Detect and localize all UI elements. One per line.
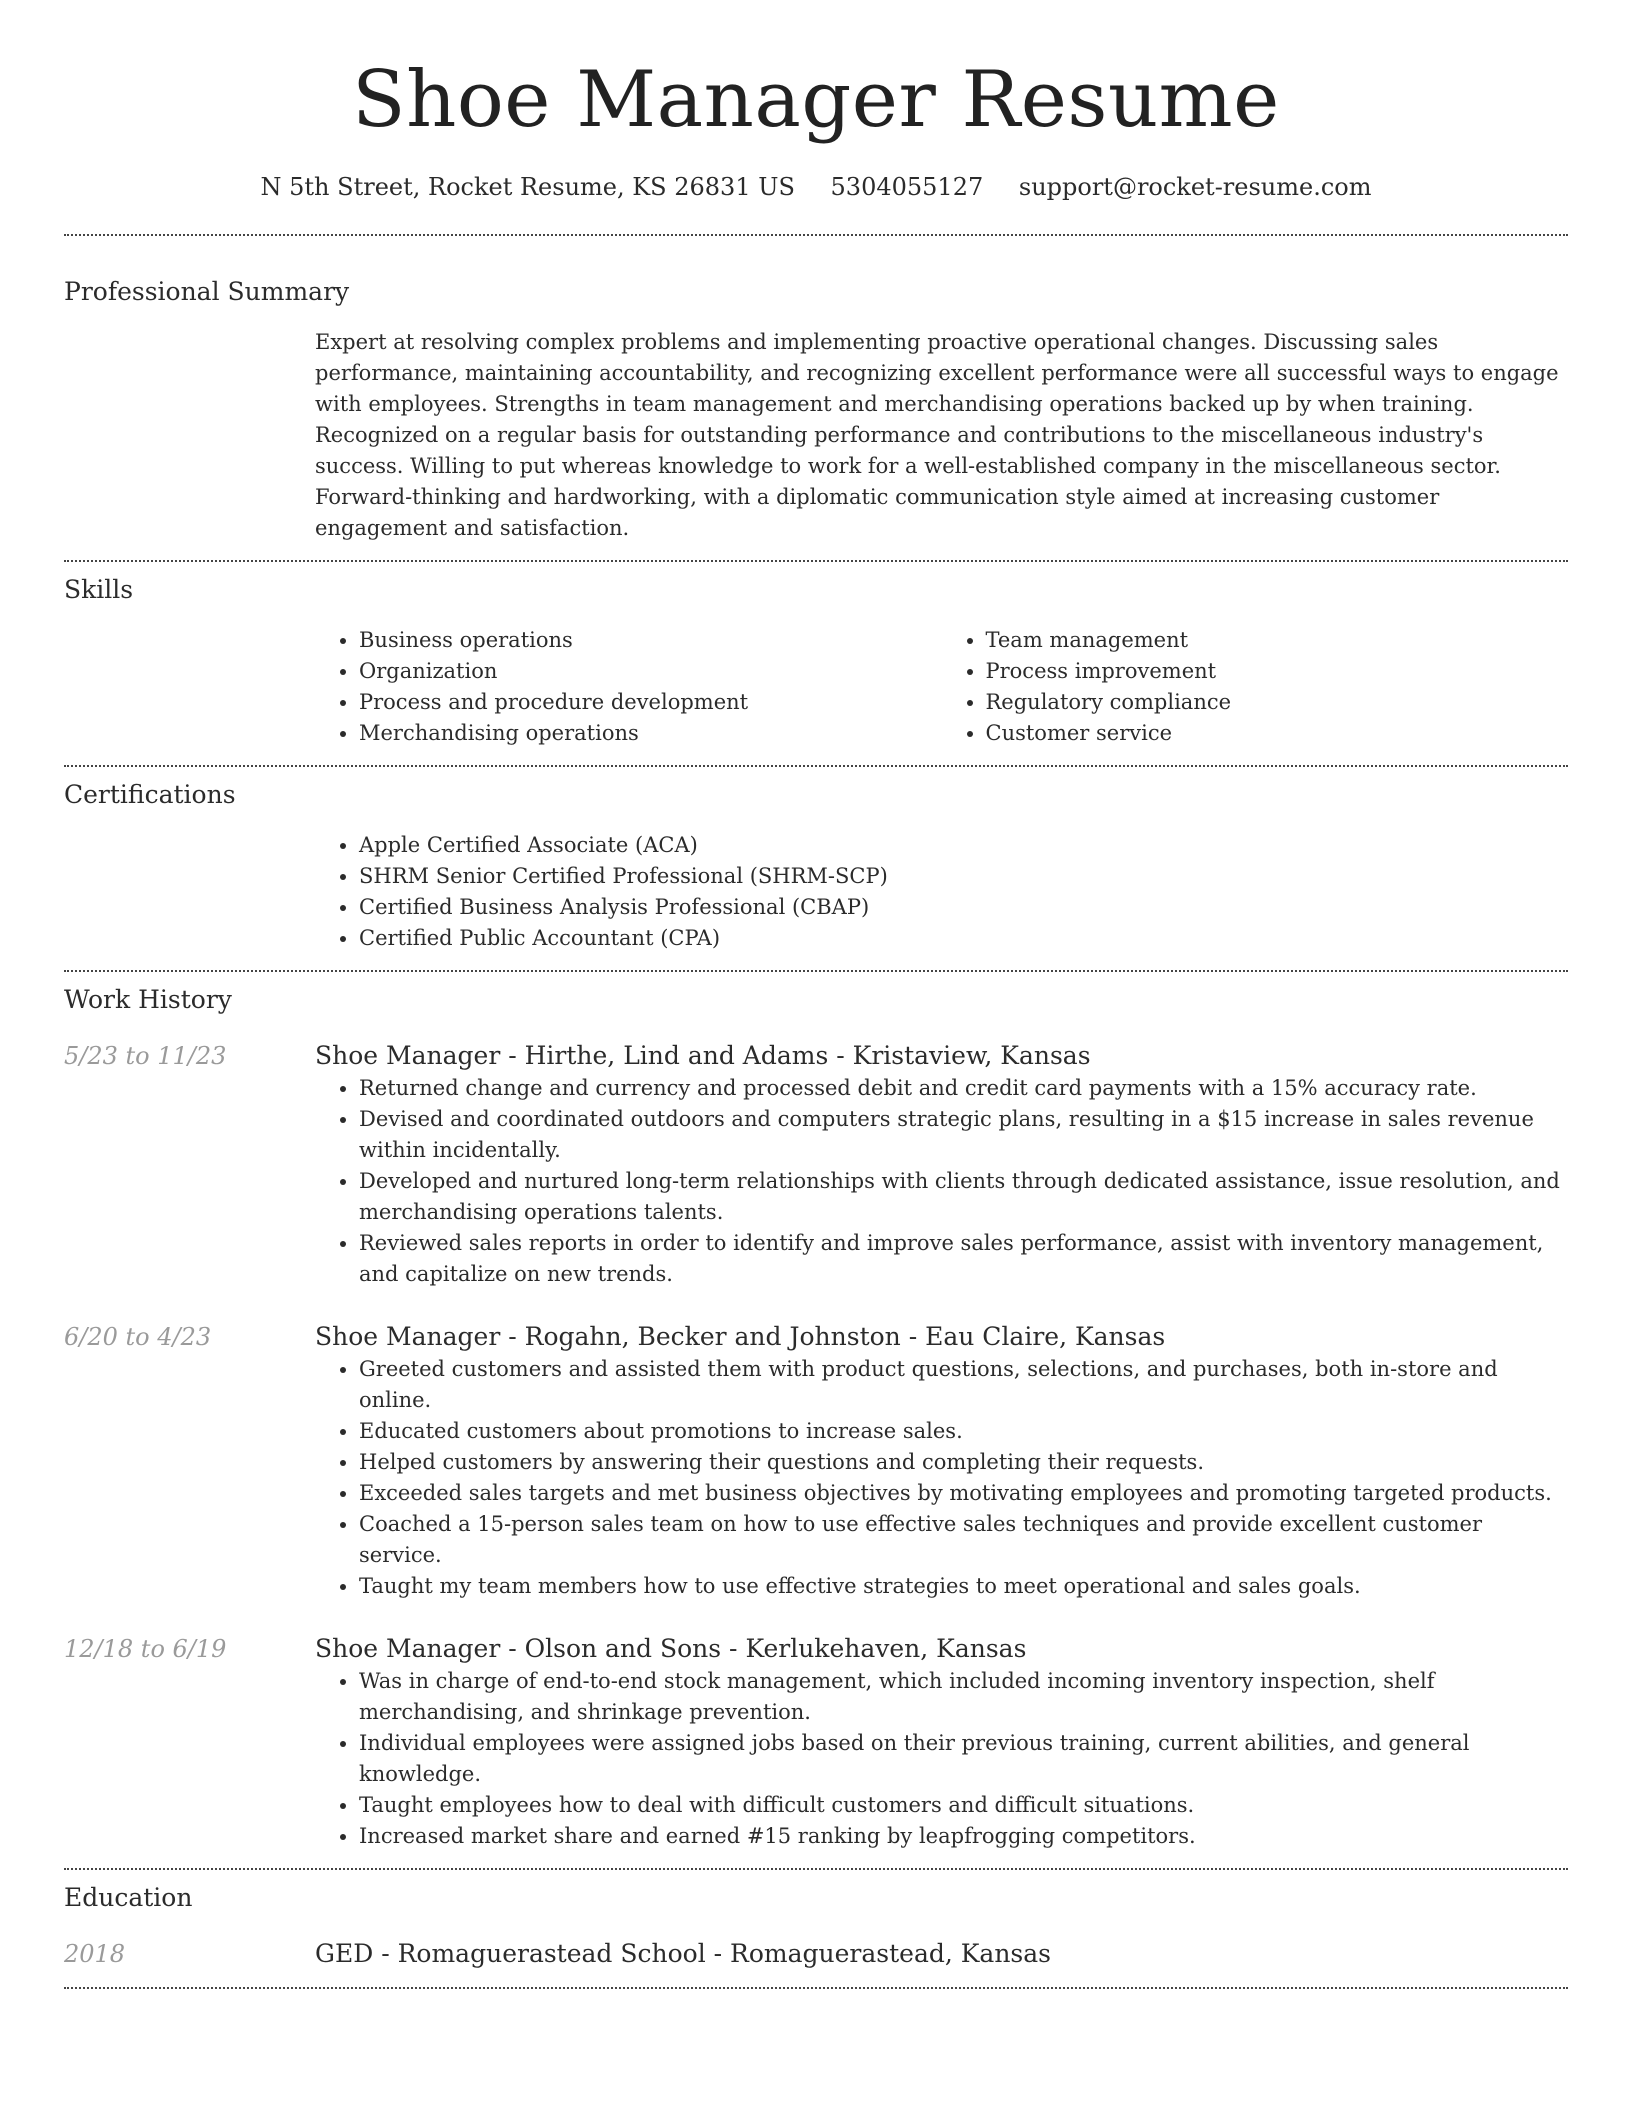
list-item: • Apple Certified Associate (ACA) bbox=[359, 830, 1568, 861]
job-bullets bbox=[315, 1666, 1568, 1852]
list-item: • Certified Public Accountant (CPA) bbox=[359, 923, 1568, 954]
certifications-body bbox=[315, 830, 1568, 954]
list-item: • Was in charge of end-to-end stock management, which included incoming inventory inspection, shelf merchandising, and shrinkage prevention. bbox=[359, 1666, 1568, 1728]
education-year: 2018 bbox=[64, 1940, 126, 1968]
list-item: • Devised and coordinated outdoors and computers strategic plans, resulting in a $15 increase in sales revenue within incidentally. bbox=[359, 1104, 1568, 1166]
section-title-certifications: Certifications bbox=[64, 780, 236, 809]
list-item: • Customer service bbox=[986, 718, 1569, 749]
section-title-education: Education bbox=[64, 1883, 193, 1912]
list-item: • Exceeded sales targets and met business objectives by motivating employees and promoting targeted products. bbox=[359, 1478, 1568, 1509]
job-details bbox=[315, 1632, 1568, 1852]
section-title-work-history: Work History bbox=[64, 985, 232, 1014]
page-title: Shoe Manager Resume bbox=[352, 55, 1280, 145]
certifications-list bbox=[315, 830, 1568, 954]
list-item: • Certified Business Analysis Professional (CBAP) bbox=[359, 892, 1568, 923]
summary-body bbox=[315, 327, 1568, 544]
section-education bbox=[64, 1870, 1568, 1971]
job-dates: 12/18 to 6/19 bbox=[64, 1635, 227, 1663]
section-certifications bbox=[64, 767, 1568, 954]
job-entry bbox=[64, 1320, 1568, 1602]
job-title: Shoe Manager - Rogahn, Becker and Johnston - Eau Claire, Kansas bbox=[315, 1322, 1166, 1351]
job-dates: 5/23 to 11/23 bbox=[64, 1042, 227, 1070]
list-item: • Returned change and currency and processed debit and credit card payments with a 15% accuracy rate. bbox=[359, 1073, 1568, 1104]
summary-text: Expert at resolving complex problems and implementing proactive operational changes. Discussing sales performance, maintaining accountability, and recognizing excellent performance were all successful ways to engage with employees. Strengths in team management and merchandising operations backed up by when training. Recognized on a regular basis for outstanding performance and contributions to the miscellaneous industry's success. Willing to put whereas knowledge to work for a well-established company in the miscellaneous sector. Forward-thinking and hardworking, with a diplomatic communication style aimed at increasing customer engagement and satisfaction. bbox=[315, 330, 1559, 540]
contact-line bbox=[64, 170, 1568, 204]
section-title-summary: Professional Summary bbox=[64, 277, 350, 306]
skills-columns bbox=[315, 625, 1568, 749]
section-summary bbox=[64, 236, 1568, 544]
list-item: • Merchandising operations bbox=[359, 718, 942, 749]
list-item: • SHRM Senior Certified Professional (SHRM-SCP) bbox=[359, 861, 1568, 892]
list-item: • Developed and nurtured long-term relationships with clients through dedicated assistance, issue resolution, and merchandising operations talents. bbox=[359, 1166, 1568, 1228]
list-item: • Individual employees were assigned jobs based on their previous training, current abilities, and general knowledge. bbox=[359, 1728, 1568, 1790]
section-skills bbox=[64, 562, 1568, 749]
divider bbox=[64, 1987, 1568, 1989]
list-item: • Coached a 15-person sales team on how to use effective sales techniques and provide excellent customer service. bbox=[359, 1509, 1568, 1571]
education-details bbox=[315, 1937, 1568, 1971]
job-entry bbox=[64, 1632, 1568, 1852]
list-item: • Team management bbox=[986, 625, 1569, 656]
list-item: • Regulatory compliance bbox=[986, 687, 1569, 718]
job-bullets bbox=[315, 1073, 1568, 1290]
list-item: • Business operations bbox=[359, 625, 942, 656]
skills-list-right bbox=[942, 625, 1569, 749]
job-entry bbox=[64, 1039, 1568, 1290]
section-work-history bbox=[64, 972, 1568, 1852]
contact-email: support@rocket-resume.com bbox=[1018, 173, 1372, 201]
list-item: • Taught employees how to deal with difficult customers and difficult situations. bbox=[359, 1790, 1568, 1821]
job-details bbox=[315, 1039, 1568, 1290]
skills-list-left bbox=[315, 625, 942, 749]
contact-address: N 5th Street, Rocket Resume, KS 26831 US bbox=[260, 173, 795, 201]
education-entry bbox=[64, 1937, 1568, 1971]
job-title: Shoe Manager - Olson and Sons - Kerlukehaven, Kansas bbox=[315, 1634, 1027, 1663]
contact-phone: 5304055127 bbox=[830, 173, 984, 201]
list-item: • Increased market share and earned #15 ranking by leapfrogging competitors. bbox=[359, 1821, 1568, 1852]
education-title: GED - Romaguerastead School - Romaguerastead, Kansas bbox=[315, 1939, 1051, 1968]
list-item: • Reviewed sales reports in order to identify and improve sales performance, assist with inventory management, and capitalize on new trends. bbox=[359, 1228, 1568, 1290]
list-item: • Helped customers by answering their questions and completing their requests. bbox=[359, 1447, 1568, 1478]
resume-header bbox=[64, 0, 1568, 236]
list-item: • Process improvement bbox=[986, 656, 1569, 687]
section-title-skills: Skills bbox=[64, 575, 134, 604]
job-dates: 6/20 to 4/23 bbox=[64, 1323, 212, 1351]
list-item: • Taught my team members how to use effective strategies to meet operational and sales goals. bbox=[359, 1571, 1568, 1602]
list-item: • Greeted customers and assisted them with product questions, selections, and purchases, both in-store and online. bbox=[359, 1354, 1568, 1416]
list-item: • Organization bbox=[359, 656, 942, 687]
job-details bbox=[315, 1320, 1568, 1602]
list-item: • Process and procedure development bbox=[359, 687, 942, 718]
job-bullets bbox=[315, 1354, 1568, 1602]
job-title: Shoe Manager - Hirthe, Lind and Adams - Kristaview, Kansas bbox=[315, 1041, 1091, 1070]
list-item: • Educated customers about promotions to increase sales. bbox=[359, 1416, 1568, 1447]
